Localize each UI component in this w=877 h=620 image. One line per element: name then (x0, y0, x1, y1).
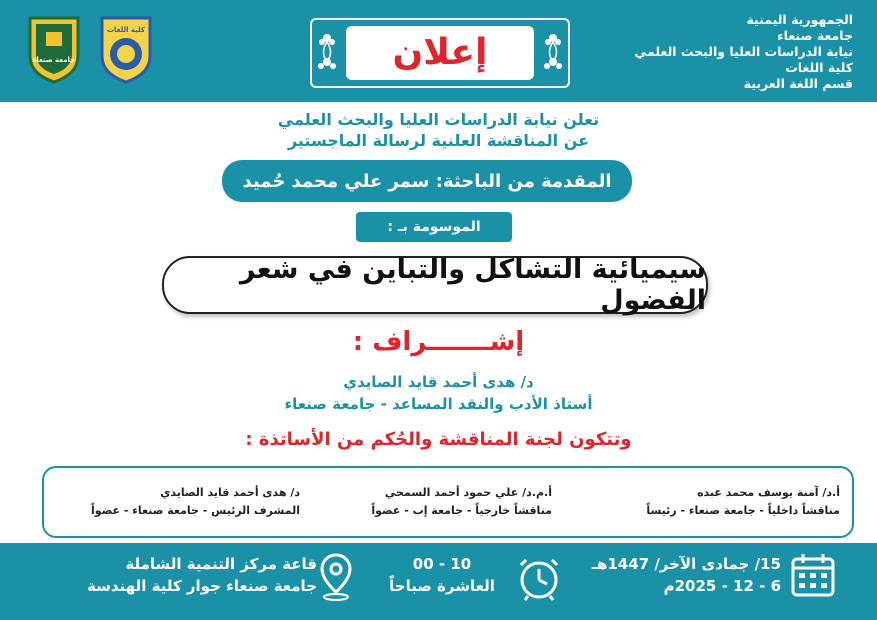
committee-heading: وتتكون لجنة المناقشة والحُكم من الأساتذة : (245, 429, 632, 450)
date-gregorian: 6 - 12 - 2025م (663, 577, 781, 595)
presenter-text: المقدمة من الباحثة: سمر علي محمد حُميد (242, 170, 612, 192)
announcement-title: إعلان (392, 32, 488, 73)
header-line-deanship: نيابة الدراسات العليا والبحث العلمي (634, 44, 853, 59)
member-role: مناقشاً خارجياً - جامعة إب - عضواً (371, 504, 552, 517)
committee-member (50, 484, 300, 520)
header-band (0, 0, 877, 102)
titled-label: الموسومة بـ : (387, 219, 481, 235)
header-line-faculty: كلية اللغات (785, 60, 853, 75)
supervisor-role: أستاذ الأدب والنقد المساعد - جامعة صنعاء (284, 395, 593, 413)
supervisor-name: د/ هدى أحمد قايد الصايدي (343, 373, 534, 391)
sanaa-university-logo (26, 14, 82, 84)
place-line-1: قاعة مركز التنمية الشاملة (125, 555, 317, 573)
committee-members-box (42, 466, 854, 538)
flower-ornament-icon (312, 28, 342, 78)
faculty-of-languages-logo (98, 14, 154, 84)
faculty-logo-text: كلية اللغات (107, 26, 145, 34)
member-role: مناقشاً داخلياً - جامعة صنعاء - رئيساً (646, 504, 840, 517)
date-hijri: 15/ جمادى الآخر/ 1447هـ (591, 555, 781, 573)
sanaa-logo-text: جامعة صنعاء (32, 56, 76, 64)
committee-member (590, 484, 840, 520)
member-role: المشرف الرئيس - جامعة صنعاء - عضواً (91, 504, 300, 517)
place-line-2: جامعة صنعاء جوار كلية الهندسة (87, 577, 317, 595)
location-pin-icon (318, 552, 354, 602)
institution-header (593, 12, 853, 92)
member-name: د/ هدى أحمد قايد الصايدي (160, 486, 300, 499)
announcement-title-box (346, 26, 534, 80)
event-date (591, 553, 781, 597)
calendar-icon (790, 552, 836, 598)
header-line-university: جامعة صنعاء (777, 28, 853, 43)
supervision-heading: إشـــــــراف : (352, 327, 525, 357)
time-label: العاشرة صباحاً (389, 577, 495, 595)
clock-icon (518, 554, 560, 602)
flower-ornament-icon (538, 28, 568, 78)
intro-line-1: تعلن نيابة الدراسات العليا والبحث العلمي (277, 110, 600, 129)
titled-label-bar (356, 212, 512, 242)
presenter-bar (222, 160, 632, 202)
header-line-department: قسم اللغة العربية (743, 76, 853, 91)
thesis-title: سيميائية التشاكل والتباين في شعر الفضول (239, 254, 706, 316)
event-time (387, 553, 497, 597)
committee-member (302, 484, 552, 520)
announcement-badge (310, 18, 570, 88)
member-name: أ.م.د/ علي حمود أحمد السمحي (384, 486, 552, 499)
intro-line-2: عن المناقشة العلنية لرسالة الماجستير (287, 131, 590, 150)
member-name: أ.د/ آمنة يوسف محمد عبده (697, 486, 840, 499)
event-details-band (0, 543, 877, 620)
time-range: 10 - 00 (412, 555, 472, 573)
header-line-country: الجمهورية اليمنية (746, 12, 853, 27)
thesis-title-box (162, 256, 708, 314)
event-place (17, 553, 317, 597)
